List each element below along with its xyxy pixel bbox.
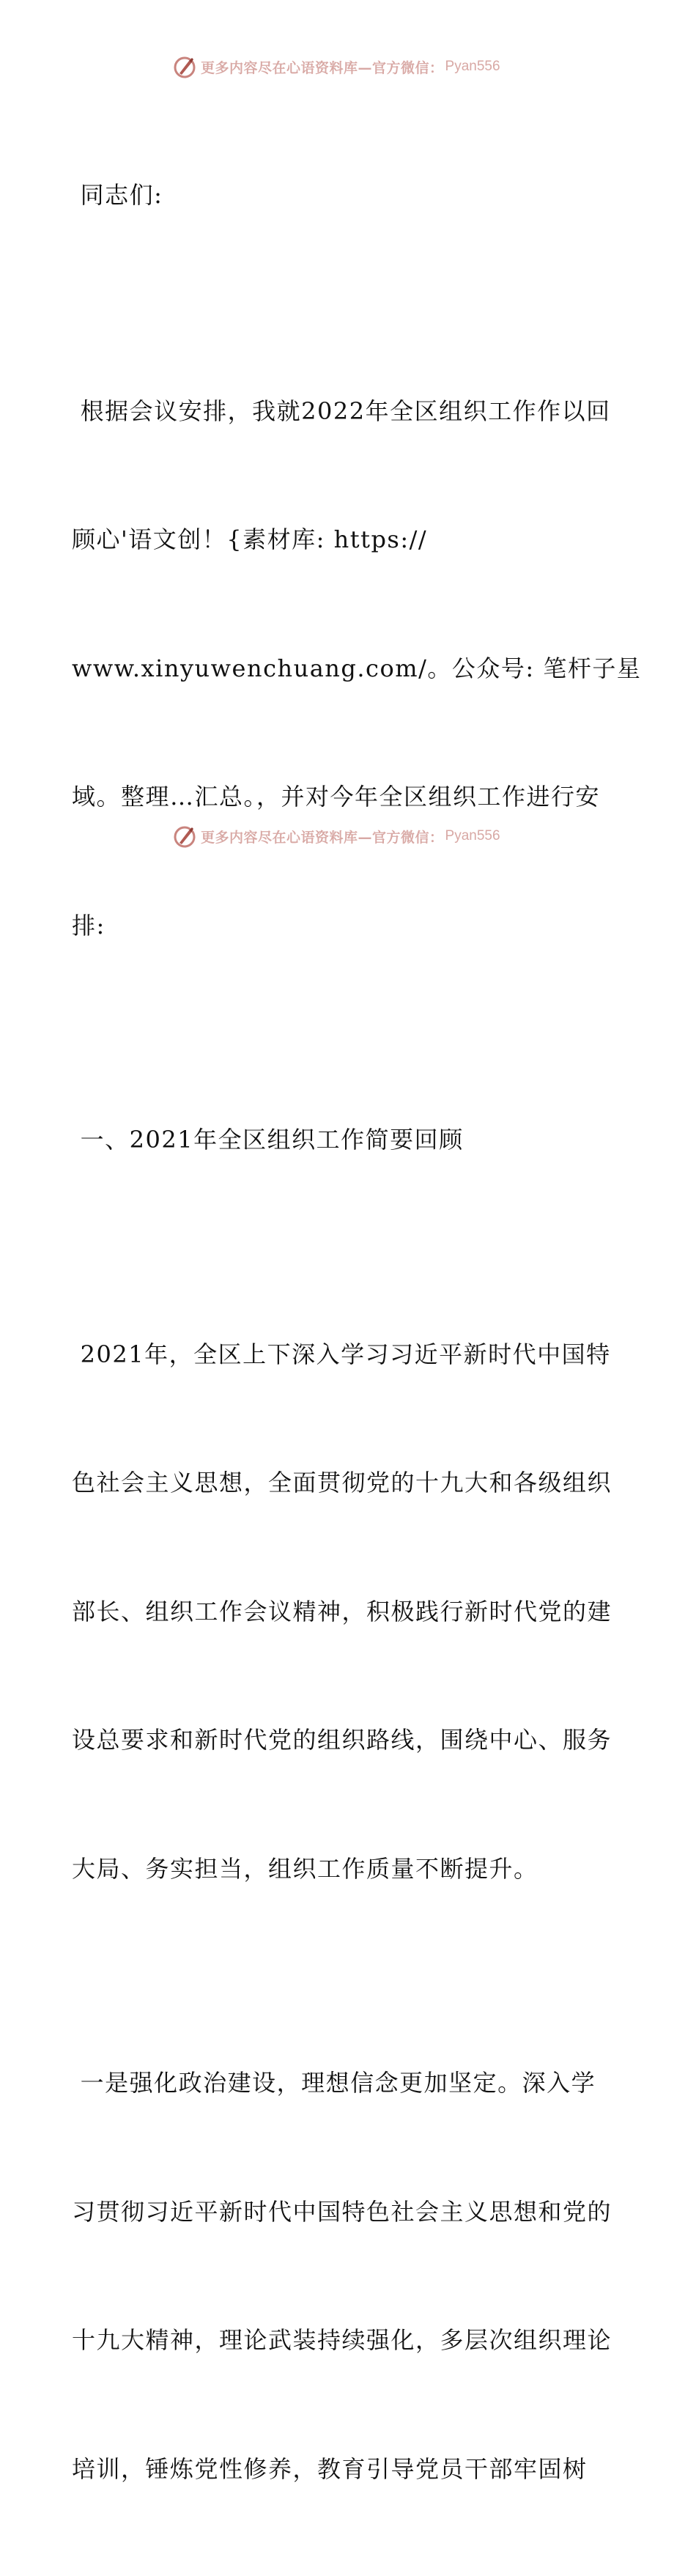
salutation: [72, 88, 625, 303]
paragraph-line: 排:: [72, 911, 105, 940]
paragraph-line: 大局、务实担当，组织工作质量不断提升。: [72, 1854, 538, 1883]
watermark-text: 更多内容尽在心语资料库—官方微信：: [201, 829, 444, 846]
paragraph: [72, 304, 642, 1033]
paragraph-line: 十九大精神，理论武装持续强化，多层次组织理论: [72, 2326, 612, 2354]
paragraph-line: 设总要求和新时代党的组织路线，围绕中心、服务: [72, 1726, 612, 1754]
paragraph: [72, 1247, 625, 1977]
paragraph-line: 培训，锤炼党性修养，教育引导党员干部牢固树: [72, 2454, 588, 2483]
footer-watermark: [173, 824, 500, 849]
paragraph-line: 根据会议安排，我就2022年全区组织工作作以回: [72, 396, 611, 425]
paragraph: [72, 1976, 625, 2576]
paragraph-line: 2021年，全区上下深入学习习近平新时代中国特: [72, 1340, 611, 1368]
watermark-wechat-id: Pyan556: [445, 59, 500, 74]
section-heading-text: 一、2021年全区组织工作简要回顾: [72, 1126, 464, 1154]
paragraph-line: 习贯彻习近平新时代中国特色社会主义思想和党的: [72, 2197, 612, 2226]
paragraph-line: 顾心'语文创！{素材库: https://: [72, 525, 428, 553]
watermark-wechat-id: Pyan556: [445, 828, 500, 844]
section-heading: [72, 1033, 625, 1247]
document-body: [72, 88, 642, 2576]
salutation-text: 同志们:: [72, 181, 163, 209]
watermark-text: 更多内容尽在心语资料库—官方微信：: [201, 59, 444, 76]
paragraph-line: 域。整理…汇总。，并对今年全区组织工作进行安: [72, 783, 601, 811]
pen-logo-icon: [173, 55, 196, 78]
paragraph-line: www.xinyuwenchuang.com/。公众号: 笔杆子星: [72, 654, 642, 682]
paragraph-line: 色社会主义思想，全面贯彻党的十九大和各级组织: [72, 1469, 612, 1496]
header-watermark: [173, 54, 500, 79]
paragraph-line: 一是强化政治建设，理想信念更加坚定。深入学: [72, 2069, 596, 2097]
pen-logo-icon: [173, 824, 196, 848]
paragraph-line: 部长、组织工作会议精神，积极践行新时代党的建: [72, 1597, 612, 1625]
